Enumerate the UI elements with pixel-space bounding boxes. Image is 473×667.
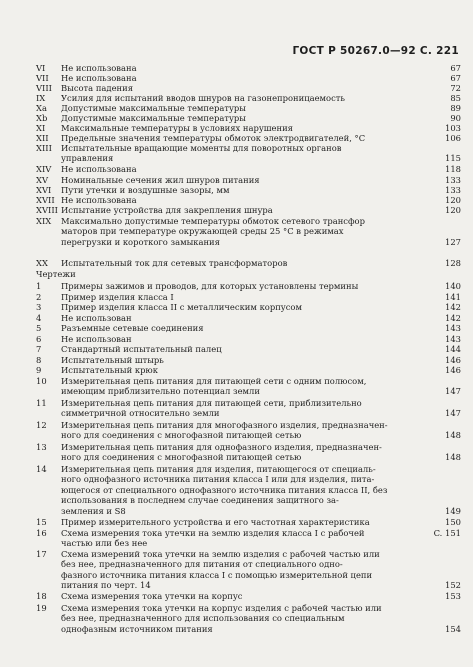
entry-number: 7 [36,344,42,354]
entry-title: Максимальные температуры в условиях нарушения [61,123,293,133]
entry-page: 140 [445,281,461,291]
entry-number: VIII [36,83,52,93]
entry-number: 15 [36,517,47,527]
entry-title: Допустимые максимальные температуры [61,103,246,113]
entry-title: Допустимые максимальные температуры [61,113,246,123]
entry-title: Стандартный испытательный палец [61,344,222,354]
entry-page: 133 [445,175,461,185]
entry-title: Измерительная цепь питания для многофазного изделия, предназначен- ного для соединения с многофазной питающей сетью [61,420,388,441]
entry-number: XVIII [36,205,58,215]
entry-page: 72 [450,83,461,93]
entry-number: XV [36,175,49,185]
entry-title: Не использован [61,313,132,323]
entry-number: XVII [36,195,55,205]
entry-page: 120 [445,195,461,205]
entry-title: Испытательные вращающие моменты для поворотных органов управления [61,143,342,164]
entry-title: Не использована [61,63,137,73]
entry-title: Не использована [61,73,137,83]
entry-title: Предельные значения температуры обмоток электродвигателей, °С [61,133,366,143]
entry-page: 103 [445,123,461,133]
entry-number: 17 [36,549,47,559]
entry-number: 9 [36,365,42,375]
entry-page: 142 [445,313,461,323]
entry-title: Испытательный крюк [61,365,158,375]
entry-page: 144 [445,344,461,354]
entry-page: 154 [445,623,461,634]
entry-number: 13 [36,442,47,452]
entry-number: 16 [36,528,47,538]
entry-number: XI [36,123,46,133]
entry-number: XVI [36,185,52,195]
entry-number: 14 [36,464,47,474]
entry-number: 8 [36,355,42,365]
entry-page: 152 [445,580,461,591]
entry-title: Номинальные сечения жил шнуров питания [61,175,260,185]
entry-title: Пример измерительного устройства и его частотная характеристика [61,517,370,527]
entry-number: 19 [36,603,47,613]
entry-number: 5 [36,323,42,333]
entry-page: 153 [445,591,461,601]
entry-number: 1 [36,281,42,291]
entry-title: Примеры зажимов и проводов, для которых установлены термины [61,281,359,291]
entry-title: Пути утечки и воздушные зазоры, мм [61,185,230,195]
entry-title: Схема измерения тока утечки на корпус [61,591,243,601]
entry-title: Высота падения [61,83,133,93]
entry-number: 4 [36,313,42,323]
entry-page: 149 [445,505,461,516]
entry-page: 146 [445,355,461,365]
entry-title: Не использован [61,334,132,344]
entry-title: Схема измерения тока утечки на корпус изделия с рабочей частью или без нее, предназначенного для использования со специальным однофазным источником питания [61,603,382,634]
entry-number: 18 [36,591,47,601]
entry-number: XII [36,133,49,143]
entry-number: 2 [36,292,42,302]
entry-page: 146 [445,365,461,375]
entry-page: 148 [445,430,461,441]
entry-title: Пример изделия класса I [61,292,174,302]
entry-page: 143 [445,323,461,333]
section-heading-drawings: Чертежи [36,269,76,279]
entry-number: XIII [36,143,52,153]
entry-number: VI [36,63,46,73]
entry-title: Испытательный ток для сетевых трансформаторов [61,258,288,268]
entry-page: 106 [445,133,461,143]
entry-number: 6 [36,334,42,344]
entry-page: 127 [445,236,461,247]
entry-page: 143 [445,334,461,344]
entry-title: Измерительная цепь питания для изделия, питающегося от специаль- ного однофазного источника питания класса I или для изделия, пита- ющегося от специального однофазного источника питания класса II, без использования в последнем случае соединения защитного за- земления и S8 [61,464,388,516]
page-header: ГОСТ Р 50267.0—92 С. 221 [292,45,459,57]
entry-page: 120 [445,205,461,215]
entry-page: 148 [445,452,461,463]
entry-title: Измерительная цепь питания для однофазного изделия, предназначен- ного для соединения с многофазной питающей сетью [61,442,382,463]
entry-page: C. 151 [433,528,461,538]
entry-number: 10 [36,376,47,386]
entry-title: Усилия для испытаний вводов шнуров на газонепроницаемость [61,93,345,103]
entry-page: 150 [445,517,461,527]
entry-page: 128 [445,258,461,268]
entry-number: Xa [36,103,47,113]
entry-title: Испытательный штырь [61,355,164,365]
entry-title: Не использована [61,164,137,174]
entry-page: 90 [450,113,461,123]
entry-number: IX [36,93,46,103]
entry-number: XX [36,258,48,268]
entry-page: 141 [445,292,461,302]
entry-title: Разъемные сетевые соединения [61,323,204,333]
entry-title: Схема измерения тока утечки на землю изделия класса I с рабочей частью или без нее [61,528,365,549]
entry-page: 67 [450,73,461,83]
entry-number: XIV [36,164,52,174]
entry-title: Измерительная цепь питания для питающей сети с одним полюсом, имеющим приблизительно потенциал земли [61,376,367,397]
entry-title: Измерительная цепь питания для питающей сети, приблизительно симметричной относительно земли [61,398,362,419]
entry-number: 3 [36,302,42,312]
entry-number: 11 [36,398,47,408]
entry-number: Xb [36,113,48,123]
entry-number: 12 [36,420,47,430]
entry-page: 133 [445,185,461,195]
entry-page: 147 [445,386,461,397]
entry-title: Максимально допустимые температуры обмоток сетевого трансфор маторов при температуре окружающей среды 25 °С в режимах перегрузки и короткого замыкания [61,216,365,247]
entry-title: Не использована [61,195,137,205]
entry-title: Пример изделия класса II с металлическим корпусом [61,302,302,312]
entry-page: 89 [450,103,461,113]
entry-page: 85 [450,93,461,103]
entry-number: VII [36,73,49,83]
entry-page: 118 [445,164,461,174]
entry-page: 115 [445,153,461,164]
entry-page: 147 [445,408,461,419]
entry-page: 142 [445,302,461,312]
entry-title: Схема измерений тока утечки на землю изделия с рабочей частью или без нее, предназначенного для питания от специального одно- фазного источника питания класса I с помощью измерительной цепи питания по черт. 14 [61,549,380,591]
entry-number: XIX [36,216,52,226]
entry-page: 67 [450,63,461,73]
entry-title: Испытание устройства для закрепления шнура [61,205,273,215]
